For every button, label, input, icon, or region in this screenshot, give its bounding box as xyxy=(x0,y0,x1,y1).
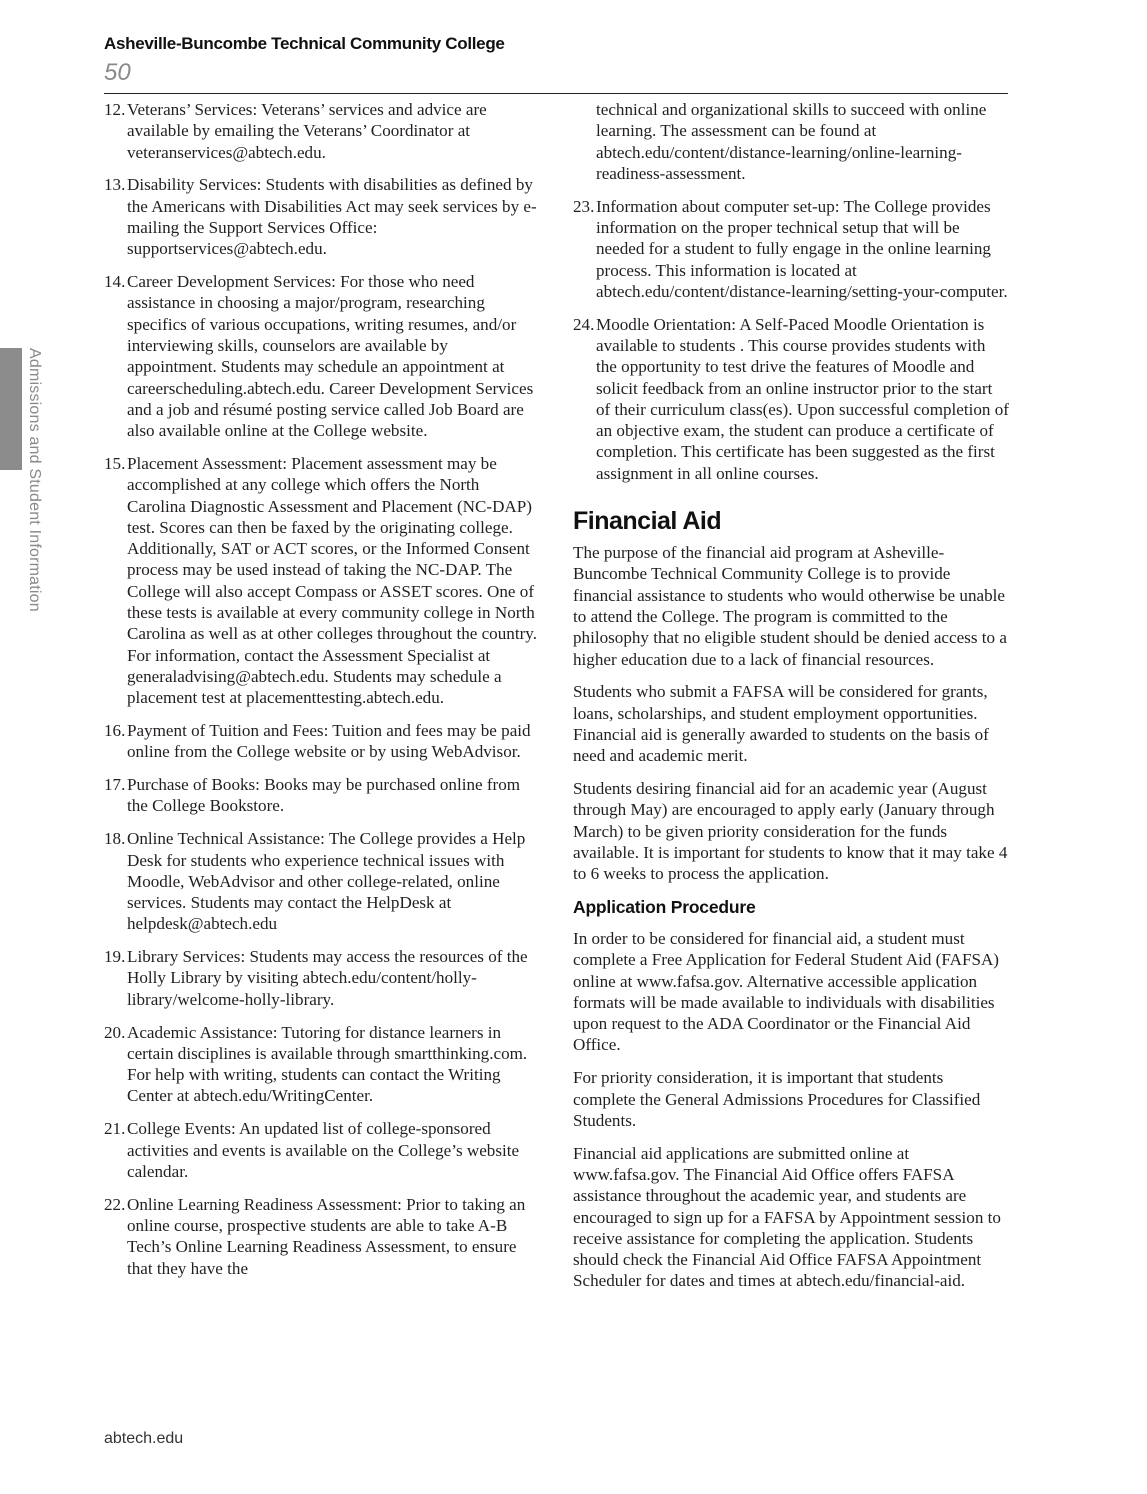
section-tab-label: Admissions and Student Information xyxy=(26,348,43,612)
item-text: Online Technical Assistance: The College provides a Help Desk for students who experience technical issues with Moodle, WebAdvisor and other college-related, online services. Students may contact the HelpDesk at helpdesk@abtech.edu xyxy=(127,829,526,934)
item-text: Purchase of Books: Books may be purchased online from the College Bookstore. xyxy=(127,775,521,816)
item-number: 22. xyxy=(104,1194,126,1214)
list-item-19 xyxy=(104,946,540,1010)
list-item-23 xyxy=(573,196,1009,302)
item-number: 12. xyxy=(104,100,126,119)
item-text: Disability Services: Students with disabilities as defined by the Americans with Disabilities Act may seek services by e-mailing the Support Services Office: supportservices@abtech.edu. xyxy=(127,175,537,259)
list-item-21 xyxy=(104,1118,540,1182)
item-number: 19. xyxy=(104,947,126,967)
list-item-15 xyxy=(104,453,540,709)
item-number: 13. xyxy=(104,175,126,195)
item-text: Library Services: Students may access the resources of the Holly Library by visiting abtech.edu/content/holly-library/welcome-holly-library. xyxy=(127,947,528,1009)
footer-url: abtech.edu xyxy=(104,1430,184,1447)
application-procedure-paragraph: Financial aid applications are submitted online at www.fafsa.gov. The Financial Aid Office offers FAFSA assistance throughout the academic year, and students are encouraged to sign up for a FAFSA by Appointment session to receive assistance for completing the application. Students should check the Financial Aid Office FAFSA Appointment Scheduler for dates and times at abtech.edu/financial-aid. xyxy=(573,1143,1001,1291)
application-procedure-heading: Application Procedure xyxy=(573,897,756,917)
item-text: Career Development Services: For those who need assistance in choosing a major/program, researching specifics of various occupations, writing resumes, and/or interviewing skills, counselors are available by appointment. Students may schedule an appointment at careerscheduling.abtech.edu. Career Development Services and a job and résumé posting service called Job Board are also available online at the College website. xyxy=(127,272,534,441)
list-item-18 xyxy=(104,828,540,934)
list-item-16 xyxy=(104,720,540,763)
header-divider xyxy=(104,93,1008,94)
item-text: Moodle Orientation: A Self-Paced Moodle Orientation is available to students . This course provides students with the opportunity to test drive the features of Moodle and solicit feedback from an online instructor prior to the start of their curriculum class(es). Upon successful completion of an objective exam, the student can produce a certificate of completion. This certificate has been suggested as the first assignment in all online courses. xyxy=(596,314,1009,483)
page-number: 50 xyxy=(104,59,131,86)
list-item-20 xyxy=(104,1022,540,1107)
section-tab xyxy=(0,348,22,470)
list-item-22 xyxy=(104,1194,540,1279)
list-item-14 xyxy=(104,271,540,441)
item-number: 23. xyxy=(573,196,595,216)
application-procedure-paragraph: For priority consideration, it is important that students complete the General Admissions Procedures for Classified Students. xyxy=(573,1068,981,1130)
item-text: Academic Assistance: Tutoring for distance learners in certain disciplines is available through smartthinking.com. For help with writing, students can contact the Writing Center at abtech.edu/WritingCenter. xyxy=(127,1022,528,1106)
item-number: 15. xyxy=(104,453,126,473)
item-number: 21. xyxy=(104,1119,126,1139)
item-number: 24. xyxy=(573,314,595,334)
list-item-22-continued xyxy=(596,99,1009,184)
item-number: 14. xyxy=(104,272,126,292)
item-text: technical and organizational skills to succeed with online learning. The assessment can be found at abtech.edu/content/distance-learning/online-learning-readiness-assessment. xyxy=(596,100,987,183)
financial-aid-heading: Financial Aid xyxy=(573,507,722,536)
item-number: 16. xyxy=(104,721,126,741)
college-name: Asheville-Buncombe Technical Community College xyxy=(104,34,505,53)
item-text: Online Learning Readiness Assessment: Prior to taking an online course, prospective students are able to take A-B Tech’s Online Learning Readiness Assessment, to ensure that they have the xyxy=(127,1194,526,1278)
financial-aid-paragraph: Students who submit a FAFSA will be considered for grants, loans, scholarships, and student employment opportunities. Financial aid is generally awarded to students on the basis of need and academic merit. xyxy=(573,682,989,766)
item-text: Placement Assessment: Placement assessment may be accomplished at any college which offers the North Carolina Diagnostic Assessment and Placement (NC-DAP) test. Scores can then be faxed by the originating college. Additionally, SAT or ACT scores, or the Informed Consent process may be used instead of taking the NC-DAP. The College will also accept Compass or ASSET scores. One of these tests is available at every community college in North Carolina as well as at other colleges throughout the country. For information, contact the Assessment Specialist at generaladvising@abtech.edu. Students may schedule a placement test at placementtesting.abtech.edu. xyxy=(127,453,537,708)
left-column xyxy=(104,99,540,1290)
item-number: 18. xyxy=(104,829,126,849)
section-tab-label-wrap xyxy=(22,348,52,638)
item-text: College Events: An updated list of college-sponsored activities and events is available on the College’s website calendar. xyxy=(127,1119,520,1181)
list-item-13 xyxy=(104,174,540,259)
application-procedure-paragraph: In order to be considered for financial aid, a student must complete a Free Application for Federal Student Aid (FAFSA) online at www.fafsa.gov. Alternative accessible application formats will be made available to individuals with disabilities upon request to the ADA Coordinator or the Financial Aid Office. xyxy=(573,929,999,1055)
right-column xyxy=(573,99,1009,1303)
item-number: 20. xyxy=(104,1022,126,1042)
list-item-12 xyxy=(104,99,540,163)
list-item-24 xyxy=(573,314,1009,484)
item-text: Payment of Tuition and Fees: Tuition and fees may be paid online from the College website or by using WebAdvisor. xyxy=(127,721,531,762)
financial-aid-paragraph: The purpose of the financial aid program at Asheville-Buncombe Technical Community College is to provide financial assistance to students who would otherwise be unable to attend the College. The program is committed to the philosophy that no eligible student should be denied access to a higher education due to a lack of financial resources. xyxy=(573,543,1007,669)
item-text: Information about computer set-up: The College provides information on the proper technical setup that will be needed for a student to fully engage in the online learning process. This information is located at abtech.edu/content/distance-learning/setting-your-computer. xyxy=(596,196,1008,301)
item-text: Veterans’ Services: Veterans’ services and advice are available by emailing the Veterans’ Coordinator at veteranservices@abtech.edu. xyxy=(127,100,487,162)
financial-aid-paragraph: Students desiring financial aid for an academic year (August through May) are encouraged to apply early (January through March) to be given priority consideration for the funds available. It is important for students to know that it may take 4 to 6 weeks to process the application. xyxy=(573,779,1008,884)
item-number: 17. xyxy=(104,775,126,795)
list-item-17 xyxy=(104,774,540,817)
